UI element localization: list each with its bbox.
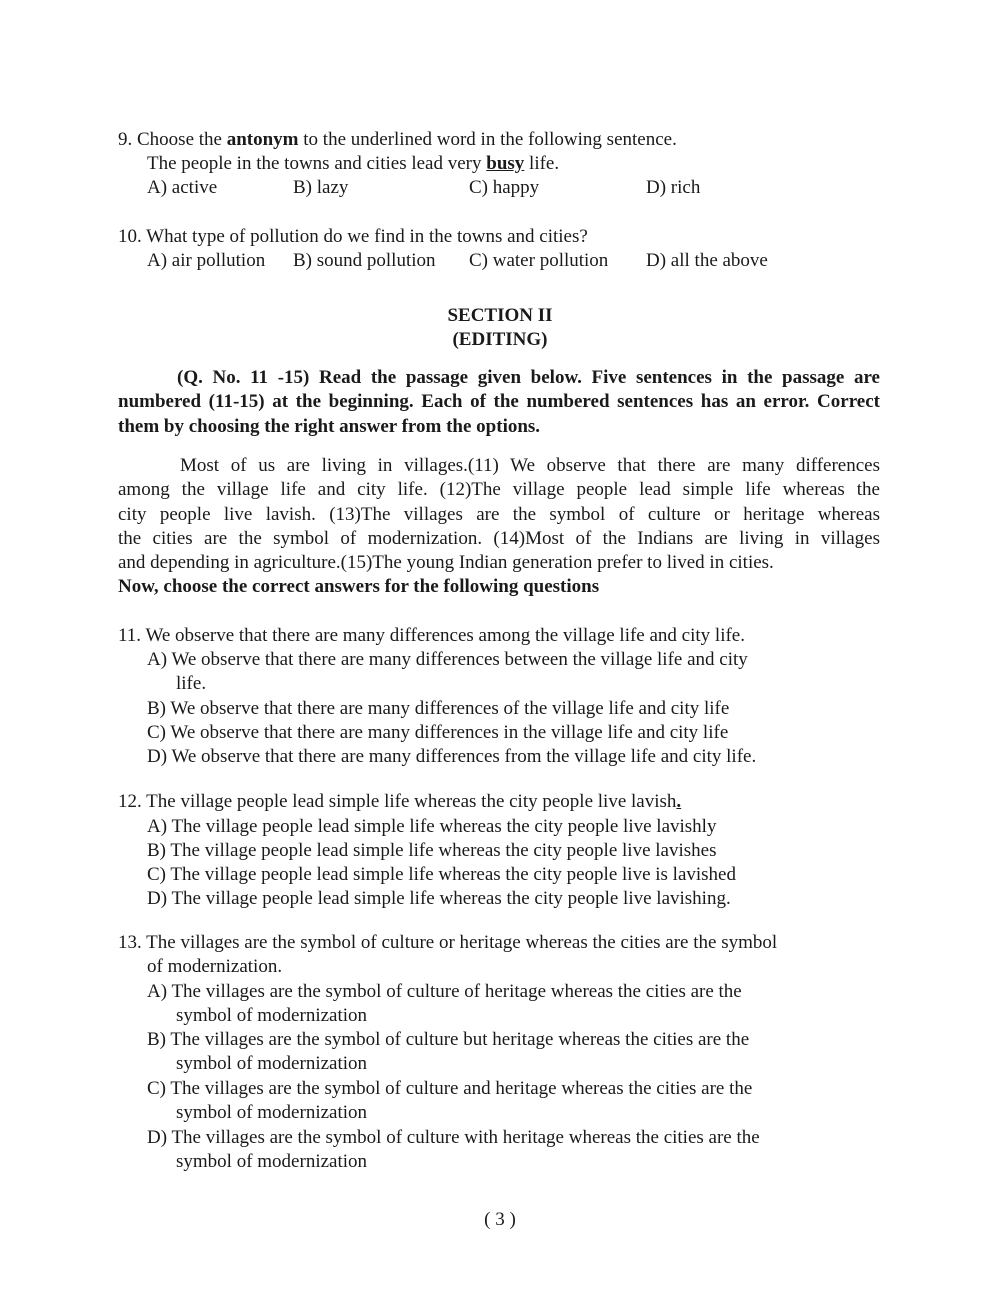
question-12-option-c[interactable]: C) The village people lead simple life whereas the city people live is lavished bbox=[147, 864, 736, 885]
question-9-option-c[interactable]: C) happy bbox=[469, 177, 540, 198]
section-instructions: (Q. No. 11 -15) Read the passage given below. Five sentences in the passage are numbered (11-15) at the beginning. Each of the numbered sentences has an error. Correct them by choosing the right answer from the options. bbox=[118, 367, 880, 437]
section-subtitle: (EDITING) bbox=[452, 329, 548, 350]
question-13-stem: 13. The villages are the symbol of culture or heritage whereas the cities are the symbol of modernization. bbox=[118, 932, 778, 978]
question-11-option-a[interactable]: A) We observe that there are many differences between the village life and city life. bbox=[147, 649, 748, 695]
page-number: ( 3 ) bbox=[484, 1209, 516, 1230]
question-9-stem: 9. Choose the antonym to the underlined word in the following sentence. bbox=[118, 129, 677, 150]
passage-line: city people live lavish. (13)The villages are the symbol of culture or heritage whereas bbox=[118, 503, 880, 525]
passage-line: the cities are the symbol of modernization. (14)Most of the Indians are living in villages bbox=[118, 527, 880, 549]
question-13-option-a[interactable]: A) The villages are the symbol of culture of heritage whereas the cities are the symbol of modernization bbox=[147, 981, 742, 1027]
question-13-option-d[interactable]: D) The villages are the symbol of culture with heritage whereas the cities are the symbol of modernization bbox=[147, 1127, 760, 1173]
passage-line: and depending in agriculture.(15)The young Indian generation prefer to lived in cities. bbox=[118, 552, 774, 574]
question-12-stem: 12. The village people lead simple life whereas the city people live lavish. bbox=[118, 791, 682, 812]
question-13-option-c[interactable]: C) The villages are the symbol of culture and heritage whereas the cities are the symbol of modernization bbox=[147, 1078, 753, 1124]
underlined-punctuation: . bbox=[676, 791, 682, 812]
question-11-stem: 11. We observe that there are many differences among the village life and city life. bbox=[118, 625, 745, 646]
question-9-keyword: antonym bbox=[226, 129, 299, 150]
question-11-option-b[interactable]: B) We observe that there are many differences of the village life and city life bbox=[147, 698, 730, 719]
question-12-option-a[interactable]: A) The village people lead simple life whereas the city people live lavishly bbox=[147, 816, 717, 837]
question-11-option-d[interactable]: D) We observe that there are many differences from the village life and city life. bbox=[147, 746, 757, 767]
question-11-option-c[interactable]: C) We observe that there are many differences in the village life and city life bbox=[147, 722, 729, 743]
question-9-option-b[interactable]: B) lazy bbox=[293, 177, 349, 198]
question-9-sentence: The people in the towns and cities lead very busy life. bbox=[147, 153, 560, 174]
question-12-option-d[interactable]: D) The village people lead simple life whereas the city people live lavishing. bbox=[147, 888, 731, 909]
question-12-option-b[interactable]: B) The village people lead simple life whereas the city people live lavishes bbox=[147, 840, 717, 861]
question-10-option-c[interactable]: C) water pollution bbox=[469, 250, 609, 271]
passage-line: among the village life and city life. (12)The village people lead simple life whereas the bbox=[118, 479, 880, 501]
question-9-option-a[interactable]: A) active bbox=[147, 177, 218, 198]
underlined-word: busy bbox=[486, 153, 525, 174]
question-9-option-d[interactable]: D) rich bbox=[646, 177, 701, 198]
question-10-option-b[interactable]: B) sound pollution bbox=[293, 250, 436, 271]
question-10-option-d[interactable]: D) all the above bbox=[646, 250, 768, 271]
passage-prompt: Now, choose the correct answers for the following questions bbox=[118, 576, 600, 598]
passage-line: Most of us are living in villages.(11) We observe that there are many differences bbox=[180, 455, 880, 476]
question-10-option-a[interactable]: A) air pollution bbox=[147, 250, 266, 271]
question-13-option-b[interactable]: B) The villages are the symbol of culture but heritage whereas the cities are the symbol of modernization bbox=[147, 1029, 750, 1075]
question-10-stem: 10. What type of pollution do we find in the towns and cities? bbox=[118, 226, 588, 247]
editing-passage bbox=[118, 454, 880, 600]
section-title: SECTION II bbox=[447, 305, 553, 326]
